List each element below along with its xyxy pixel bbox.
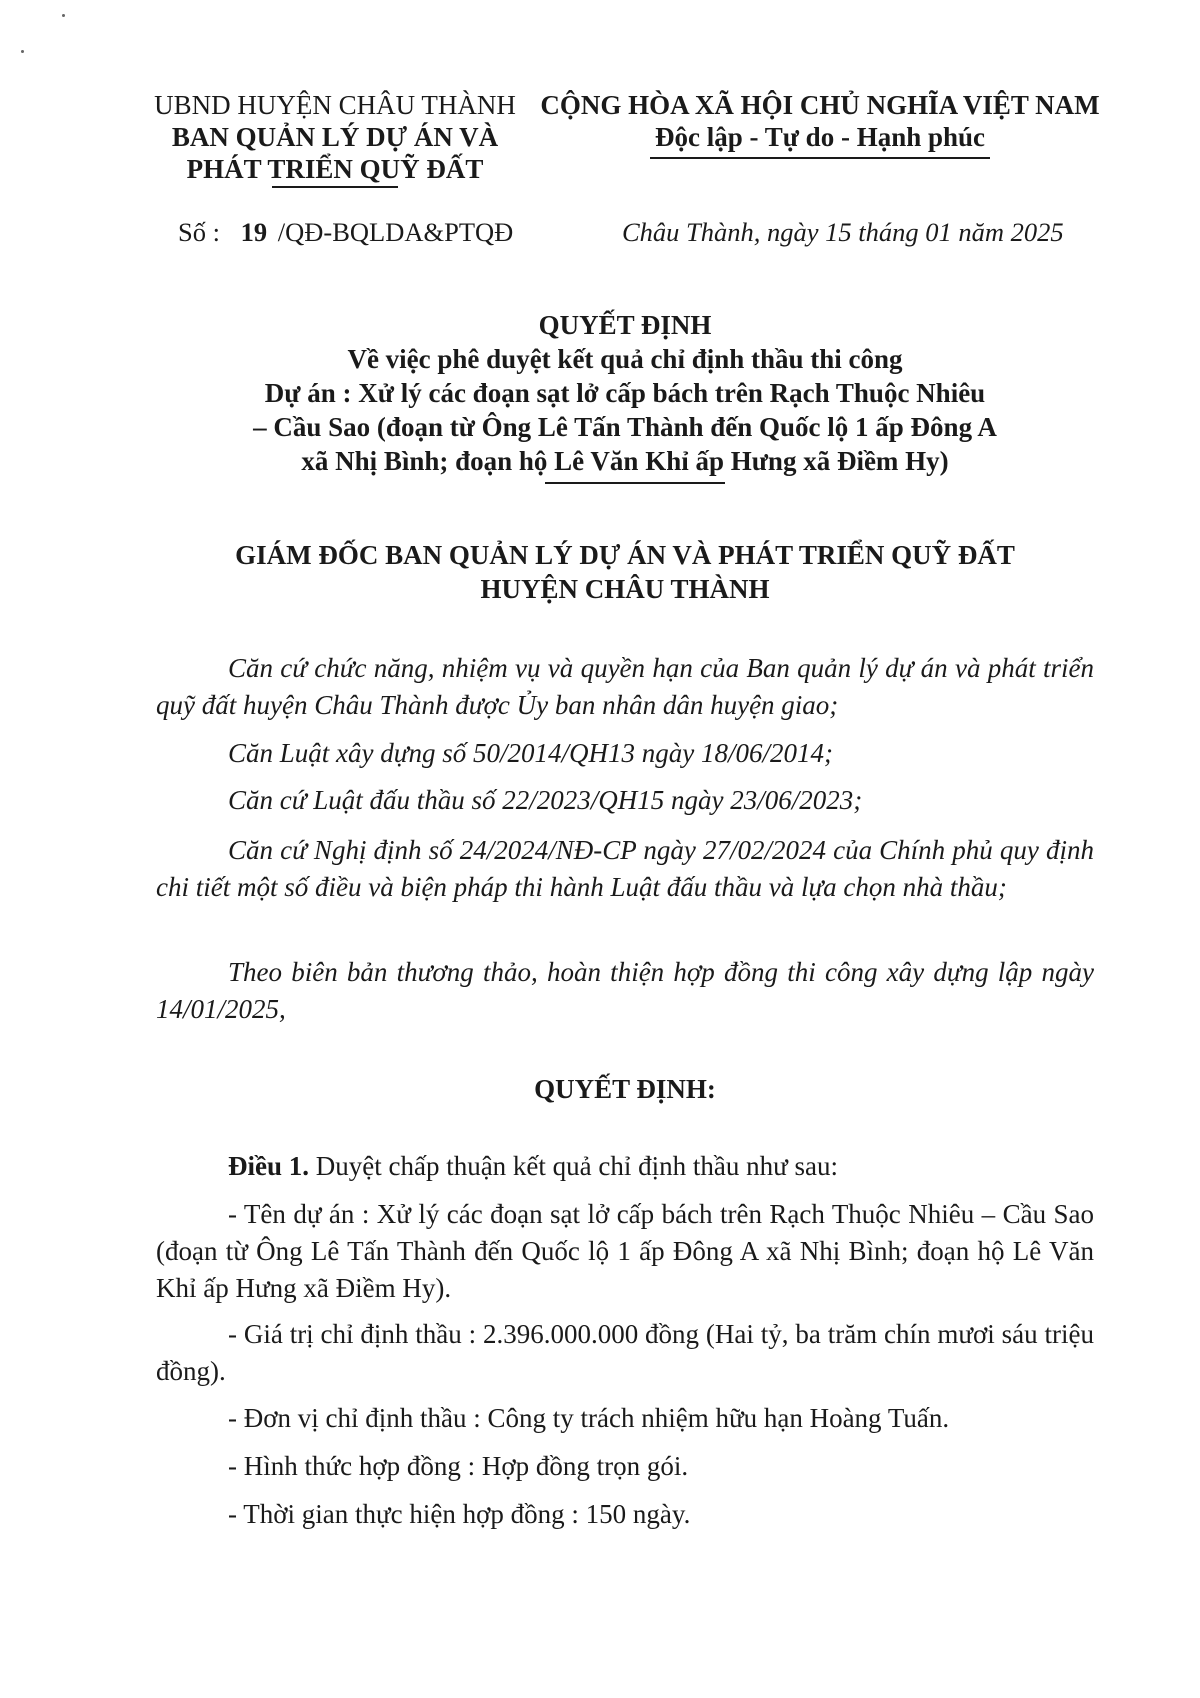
decision-heading: QUYẾT ĐỊNH: — [534, 1074, 716, 1104]
title-subject-line-2: Dự án : Xử lý các đoạn sạt lở cấp bách trên Rạch Thuộc Nhiêu — [264, 378, 986, 408]
nation-line-2: Độc lập - Tự do - Hạnh phúc — [654, 122, 986, 152]
decision-title — [150, 308, 1100, 478]
article-1-item-duration: - Thời gian thực hiện hợp đồng : 150 ngày. — [228, 1499, 691, 1529]
authority-line-2: HUYỆN CHÂU THÀNH — [480, 574, 770, 604]
article-1-text: Duyệt chấp thuận kết quả chỉ định thầu như sau: — [309, 1151, 839, 1181]
nation-line-1: CỘNG HÒA XÃ HỘI CHỦ NGHĨA VIỆT NAM — [540, 90, 1100, 120]
agency-line-1: UBND HUYỆN CHÂU THÀNH — [154, 90, 516, 120]
legal-basis-3: Căn cứ Luật đấu thầu số 22/2023/QH15 ngày 23/06/2023; — [228, 785, 863, 815]
legal-basis-4: Căn cứ Nghị định số 24/2024/NĐ-CP ngày 27/02/2024 của Chính phủ quy định chi tiết một số điều và biện pháp thi hành Luật đấu thầu và lựa chọn nhà thầu; — [156, 835, 1094, 902]
authority-line-1: GIÁM ĐỐC BAN QUẢN LÝ DỰ ÁN VÀ PHÁT TRIỂN QUỸ ĐẤT — [235, 540, 1015, 570]
article-1-label: Điều 1. — [228, 1151, 309, 1181]
article-1-heading — [156, 1148, 1094, 1185]
legal-basis-1: Căn cứ chức năng, nhiệm vụ và quyền hạn của Ban quản lý dự án và phát triển quỹ đất huyện Châu Thành được Ủy ban nhân dân huyện giao; — [156, 653, 1094, 720]
document-number — [178, 216, 513, 248]
legal-basis-5: Theo biên bản thương thảo, hoàn thiện hợp đồng thi công xây dựng lập ngày 14/01/2025, — [156, 957, 1094, 1024]
title-underline — [545, 482, 725, 484]
article-1-item-project-name: - Tên dự án : Xử lý các đoạn sạt lở cấp bách trên Rạch Thuộc Nhiêu – Cầu Sao (đoạn từ Ông Lê Tấn Thành đến Quốc lộ 1 ấp Đông A xã Nhị Bình; đoạn hộ Lê Văn Khỉ ấp Hưng xã Điềm Hy). — [156, 1199, 1094, 1303]
scan-speck — [62, 14, 65, 17]
agency-line-3: PHÁT TRIỂN QUỸ ĐẤT — [186, 154, 484, 184]
title-main: QUYẾT ĐỊNH — [538, 310, 712, 340]
legal-basis-2: Căn Luật xây dựng số 50/2014/QH13 ngày 18/06/2014; — [228, 738, 833, 768]
place-date: Châu Thành, ngày 15 tháng 01 năm 2025 — [622, 217, 1064, 247]
doc-number-value: 19 — [240, 217, 268, 247]
issuing-authority — [150, 538, 1100, 606]
agency-underline — [272, 186, 398, 188]
agency-line-2: BAN QUẢN LÝ DỰ ÁN VÀ — [171, 122, 499, 152]
scan-speck — [21, 50, 24, 53]
doc-number-suffix: /QĐ-BQLDA&PTQĐ — [277, 217, 514, 247]
motto-underline — [650, 157, 990, 159]
doc-number-label: Số : — [178, 217, 220, 247]
article-1-item-contractor: - Đơn vị chỉ định thầu : Công ty trách nhiệm hữu hạn Hoàng Tuấn. — [228, 1403, 950, 1433]
agency-name — [150, 89, 520, 185]
national-motto — [530, 89, 1110, 153]
title-subject-line-3: – Cầu Sao (đoạn từ Ông Lê Tấn Thành đến Quốc lộ 1 ấp Đông A — [253, 412, 997, 442]
title-subject-line-1: Về việc phê duyệt kết quả chỉ định thầu thi công — [347, 344, 903, 374]
article-1-item-contract-value: - Giá trị chỉ định thầu : 2.396.000.000 đồng (Hai tỷ, ba trăm chín mươi sáu triệu đồng). — [156, 1319, 1094, 1386]
article-1-item-contract-type: - Hình thức hợp đồng : Hợp đồng trọn gói. — [228, 1451, 689, 1481]
title-subject-line-4: xã Nhị Bình; đoạn hộ Lê Văn Khỉ ấp Hưng xã Điềm Hy) — [301, 446, 949, 476]
